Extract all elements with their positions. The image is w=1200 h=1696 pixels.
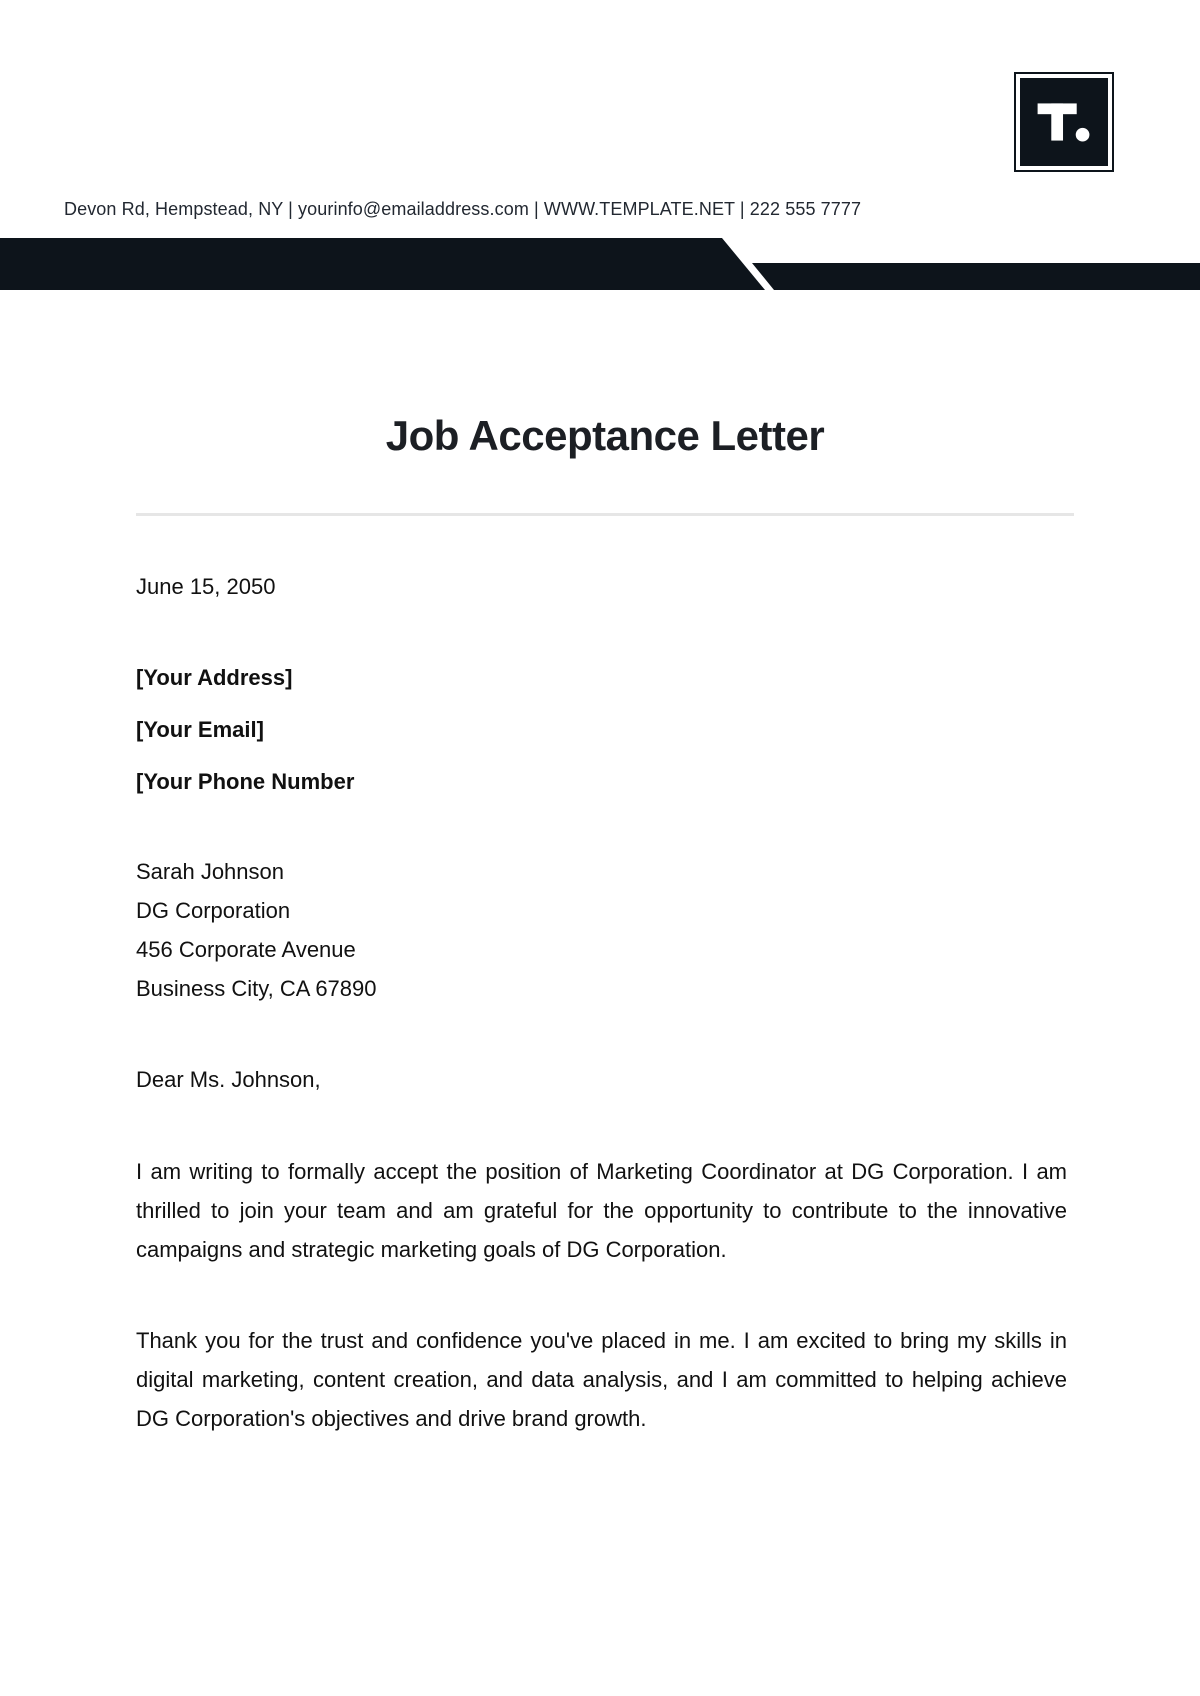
recipient-company: DG Corporation [136, 898, 291, 923]
salutation: Dear Ms. Johnson, [136, 1067, 321, 1092]
letter-date: June 15, 2050 [136, 574, 276, 599]
header-band-left [0, 238, 765, 290]
header-contact-line: Devon Rd, Hempstead, NY | yourinfo@emailaddress.com | WWW.TEMPLATE.NET | 222 555 7777 [64, 199, 862, 219]
sender-address: [Your Address] [136, 665, 293, 690]
recipient-name: Sarah Johnson [136, 859, 284, 884]
body-paragraph-2: Thank you for the trust and confidence you've placed in me. I am excited to bring my skills in digital marketing, content creation, and data analysis, and I am committed to helping achieve DG Corporation's objectives and drive brand growth. [136, 1328, 1067, 1431]
template-t-logo-icon [1020, 78, 1108, 166]
header-band [0, 238, 1200, 292]
title-divider [136, 513, 1074, 516]
sender-phone: [Your Phone Number [136, 769, 355, 794]
recipient-street: 456 Corporate Avenue [136, 937, 356, 962]
sender-email: [Your Email] [136, 717, 264, 742]
body-paragraph-1: I am writing to formally accept the position of Marketing Coordinator at DG Corporation. I am thrilled to join your team and am grateful for the opportunity to contribute to the innovative campaigns and strategic marketing goals of DG Corporation. [136, 1159, 1067, 1262]
recipient-city: Business City, CA 67890 [136, 976, 377, 1001]
company-logo [1014, 72, 1114, 172]
header-band-right [752, 263, 1200, 290]
page-title: Job Acceptance Letter [385, 412, 825, 459]
